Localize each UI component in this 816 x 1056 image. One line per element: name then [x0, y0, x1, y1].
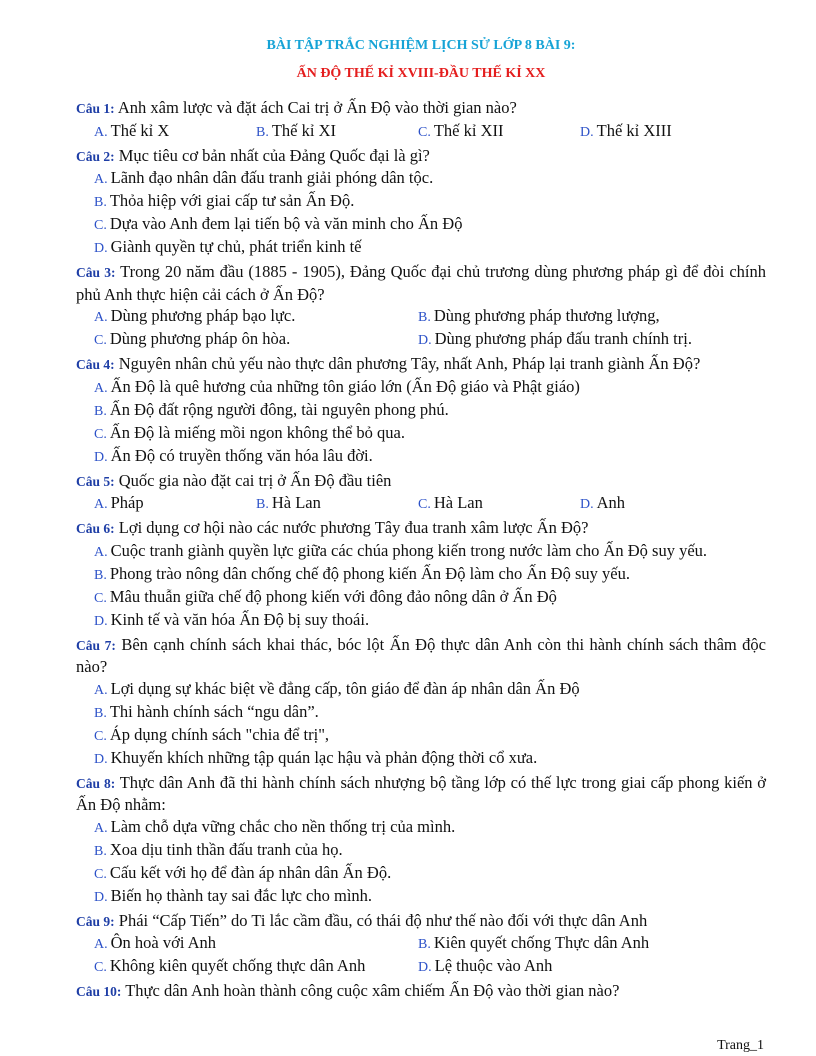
option-d: [76, 747, 766, 770]
option-d: [76, 885, 766, 908]
option-text: Kinh tế và văn hóa Ấn Độ bị suy thoái.: [110, 609, 370, 629]
question-text: Anh xâm lược và đặt ách Cai trị ở Ấn Độ vào thời gian nào?: [117, 98, 517, 117]
option-letter: B.: [94, 843, 107, 859]
option-letter: A.: [94, 820, 108, 836]
question-stem: [76, 517, 766, 540]
option-b: [76, 701, 766, 724]
option-text: Làm chỗ dựa vững chắc cho nền thống trị của mình.: [110, 816, 456, 836]
options-row: [76, 305, 766, 328]
question-label: Câu 9:: [76, 913, 115, 929]
option-letter: B.: [94, 567, 107, 583]
options-row: [76, 120, 766, 143]
option-text: Ấn Độ là quê hương của những tôn giáo lớn (Ấn Độ giáo và Phật giáo): [110, 376, 580, 396]
question-text: Nguyên nhân chủ yếu nào thực dân phương Tây, nhất Anh, Pháp lại tranh giành Ấn Độ?: [118, 354, 701, 373]
question-text: Thực dân Anh hoàn thành công cuộc xâm chiếm Ấn Độ vào thời gian nào?: [125, 981, 620, 1000]
question-2: [76, 145, 766, 260]
question-6: [76, 517, 766, 632]
question-9: [76, 910, 766, 979]
option-d: [418, 955, 742, 978]
option-letter: B.: [256, 497, 269, 512]
option-letter: D.: [580, 497, 594, 512]
option-text: Áp dụng chính sách "chia để trị",: [109, 724, 330, 744]
option-b: [76, 563, 766, 586]
page-number: Trang_1: [717, 1038, 764, 1053]
option-c: [76, 586, 766, 609]
option-b: [76, 399, 766, 422]
option-d: [580, 492, 742, 515]
question-stem: [76, 353, 766, 376]
option-text: Hà Lan: [271, 493, 321, 512]
option-text: Kiên quyết chống Thực dân Anh: [433, 933, 650, 952]
option-letter: D.: [94, 613, 108, 629]
option-text: Anh: [596, 493, 626, 512]
document-subtitle: ẤN ĐỘ THẾ KỈ XVIII-ĐẦU THẾ KỈ XX: [296, 66, 546, 81]
option-letter: D.: [580, 124, 594, 140]
option-text: Dùng phương pháp ôn hòa.: [109, 329, 291, 348]
document-page: [76, 34, 766, 1005]
option-b: [418, 932, 742, 955]
option-a: [76, 540, 766, 563]
question-text: Lợi dụng cơ hội nào các nước phương Tây đua tranh xâm lược Ấn Độ?: [118, 518, 589, 537]
option-text: Ấn Độ có truyền thống văn hóa lâu đời.: [110, 445, 373, 465]
option-c: [76, 422, 766, 445]
question-stem: [76, 980, 766, 1003]
question-label: Câu 1:: [76, 101, 115, 116]
option-text: Dùng phương pháp thương lượng,: [433, 306, 660, 325]
question-label: Câu 8:: [76, 775, 116, 791]
option-d: [580, 120, 742, 143]
question-stem: [76, 634, 766, 678]
option-b: [418, 305, 742, 328]
option-letter: A.: [94, 172, 108, 187]
question-text: Bên cạnh chính sách khai thác, bóc lột Ấn Độ thực dân Anh còn thi hành chính sách thâm độc nào?: [76, 634, 767, 676]
option-text: Thế kỉ XI: [271, 120, 336, 140]
option-letter: A.: [94, 682, 108, 698]
question-5: [76, 470, 766, 516]
option-letter: C.: [94, 333, 107, 348]
option-letter: C.: [418, 497, 431, 512]
option-letter: C.: [94, 960, 107, 975]
options-row: [76, 328, 766, 351]
question-label: Câu 6:: [76, 521, 115, 536]
option-letter: B.: [418, 310, 431, 325]
option-letter: A.: [94, 497, 108, 512]
option-text: Không kiên quyết chống thực dân Anh: [109, 956, 366, 975]
option-text: Dùng phương pháp đấu tranh chính trị.: [434, 329, 692, 348]
question-label: Câu 5:: [76, 473, 115, 489]
option-c: [76, 724, 766, 747]
question-stem: [76, 145, 766, 168]
option-text: Pháp: [110, 493, 144, 512]
question-stem: [76, 97, 766, 120]
option-text: Lệ thuộc vào Anh: [434, 956, 553, 975]
option-text: Dựa vào Anh đem lại tiến bộ và văn minh cho Ấn Độ: [109, 214, 463, 233]
question-stem: [76, 772, 766, 816]
option-a: [76, 678, 766, 701]
option-text: Xoa dịu tinh thần đấu tranh của họ.: [109, 839, 343, 859]
option-letter: D.: [94, 889, 108, 905]
option-letter: A.: [94, 937, 108, 952]
option-c: [418, 492, 580, 515]
option-letter: D.: [418, 333, 432, 348]
option-letter: C.: [94, 218, 107, 233]
option-d: [76, 236, 766, 259]
option-a: [76, 816, 766, 839]
option-c: [94, 955, 418, 978]
option-letter: D.: [418, 960, 432, 975]
question-text: Mục tiêu cơ bản nhất của Đảng Quốc đại là gì?: [118, 145, 430, 165]
option-text: Lợi dụng sự khác biệt về đẳng cấp, tôn giáo để đàn áp nhân dân Ấn Độ: [110, 678, 580, 698]
option-text: Thi hành chính sách “ngu dân”.: [109, 701, 319, 721]
question-7: [76, 634, 766, 770]
options-row: [76, 932, 766, 955]
question-stem: [76, 910, 766, 933]
option-c: [418, 120, 580, 143]
question-text: Phái “Cấp Tiến” do Ti lắc cầm đầu, có thái độ như thế nào đối với thực dân Anh: [118, 910, 648, 930]
option-a: [94, 492, 256, 515]
option-text: Cuộc tranh giành quyền lực giữa các chúa phong kiến trong nước làm cho Ấn Độ suy yếu.: [110, 540, 708, 560]
question-label: Câu 2:: [76, 148, 115, 164]
option-c: [94, 328, 418, 351]
option-text: Ấn Độ là miếng mồi ngon không thể bỏ qua.: [109, 422, 405, 442]
option-letter: C.: [94, 866, 107, 882]
option-text: Giành quyền tự chủ, phát triển kinh tế: [110, 237, 362, 256]
option-text: Ấn Độ đất rộng người đông, tài nguyên phong phú.: [109, 399, 449, 419]
option-text: Thỏa hiệp với giai cấp tư sản Ấn Độ.: [109, 191, 355, 210]
option-c: [76, 213, 766, 236]
option-text: Thế kỉ XIII: [596, 120, 672, 140]
option-letter: B.: [94, 195, 107, 210]
option-b: [76, 839, 766, 862]
option-text: Biến họ thành tay sai đắc lực cho mình.: [110, 885, 373, 905]
question-3: [76, 261, 766, 351]
option-letter: C.: [94, 728, 107, 744]
question-label: Câu 7:: [76, 637, 116, 653]
option-text: Thế kỉ XII: [433, 120, 504, 140]
option-letter: D.: [94, 241, 108, 256]
option-text: Ôn hoà với Anh: [110, 933, 217, 952]
option-letter: B.: [94, 705, 107, 721]
option-a: [94, 120, 256, 143]
option-letter: C.: [418, 124, 431, 140]
option-text: Mâu thuẫn giữa chế độ phong kiến với đông đảo nông dân ở Ấn Độ: [109, 586, 557, 606]
question-label: Câu 10:: [76, 984, 122, 999]
option-letter: B.: [418, 937, 431, 952]
option-letter: B.: [94, 403, 107, 419]
question-8: [76, 772, 766, 908]
option-b: [256, 120, 418, 143]
option-d: [418, 328, 742, 351]
option-letter: D.: [94, 751, 108, 767]
question-stem: [76, 261, 766, 305]
option-text: Hà Lan: [433, 493, 483, 512]
option-b: [256, 492, 418, 515]
document-title: BÀI TẬP TRẮC NGHIỆM LỊCH SỬ LỚP 8 BÀI 9:: [266, 38, 576, 53]
question-text: Trong 20 năm đầu (1885 - 1905), Đảng Quốc đại chủ trương dùng phương pháp gì để đòi chính phủ Anh thực hiện cải cách ở Ấn Độ?: [76, 262, 767, 304]
option-letter: A.: [94, 124, 108, 140]
option-a: [94, 932, 418, 955]
option-a: [76, 376, 766, 399]
option-letter: A.: [94, 380, 108, 396]
options-row: [76, 492, 766, 515]
question-10: [76, 980, 766, 1003]
question-text: Quốc gia nào đặt cai trị ở Ấn Độ đầu tiên: [118, 470, 392, 490]
option-c: [76, 862, 766, 885]
question-text: Thực dân Anh đã thi hành chính sách nhượng bộ tầng lớp có thế lực trong giai cấp phong kiến ở Ấn Độ nhằm:: [76, 772, 766, 814]
option-text: Lãnh đạo nhân dân đấu tranh giải phóng dân tộc.: [110, 168, 434, 187]
option-d: [76, 609, 766, 632]
option-letter: D.: [94, 449, 108, 465]
question-label: Câu 3:: [76, 265, 116, 280]
options-row: [76, 955, 766, 978]
option-letter: B.: [256, 124, 269, 140]
option-text: Phong trào nông dân chống chế độ phong kiến Ấn Độ làm cho Ấn Độ suy yếu.: [109, 563, 630, 583]
option-text: Dùng phương pháp bạo lực.: [110, 306, 296, 325]
option-text: Cấu kết với họ để đàn áp nhân dân Ấn Độ.: [109, 862, 392, 882]
option-letter: C.: [94, 426, 107, 442]
option-a: [76, 167, 766, 190]
question-4: [76, 353, 766, 468]
option-text: Khuyến khích những tập quán lạc hậu và phản động thời cổ xưa.: [110, 747, 538, 767]
question-1: [76, 97, 766, 143]
option-a: [94, 305, 418, 328]
question-stem: [76, 470, 766, 493]
option-d: [76, 445, 766, 468]
option-text: Thế kỉ X: [110, 120, 170, 140]
option-letter: C.: [94, 590, 107, 606]
option-letter: A.: [94, 544, 108, 560]
option-letter: A.: [94, 310, 108, 325]
option-b: [76, 190, 766, 213]
question-label: Câu 4:: [76, 357, 115, 372]
